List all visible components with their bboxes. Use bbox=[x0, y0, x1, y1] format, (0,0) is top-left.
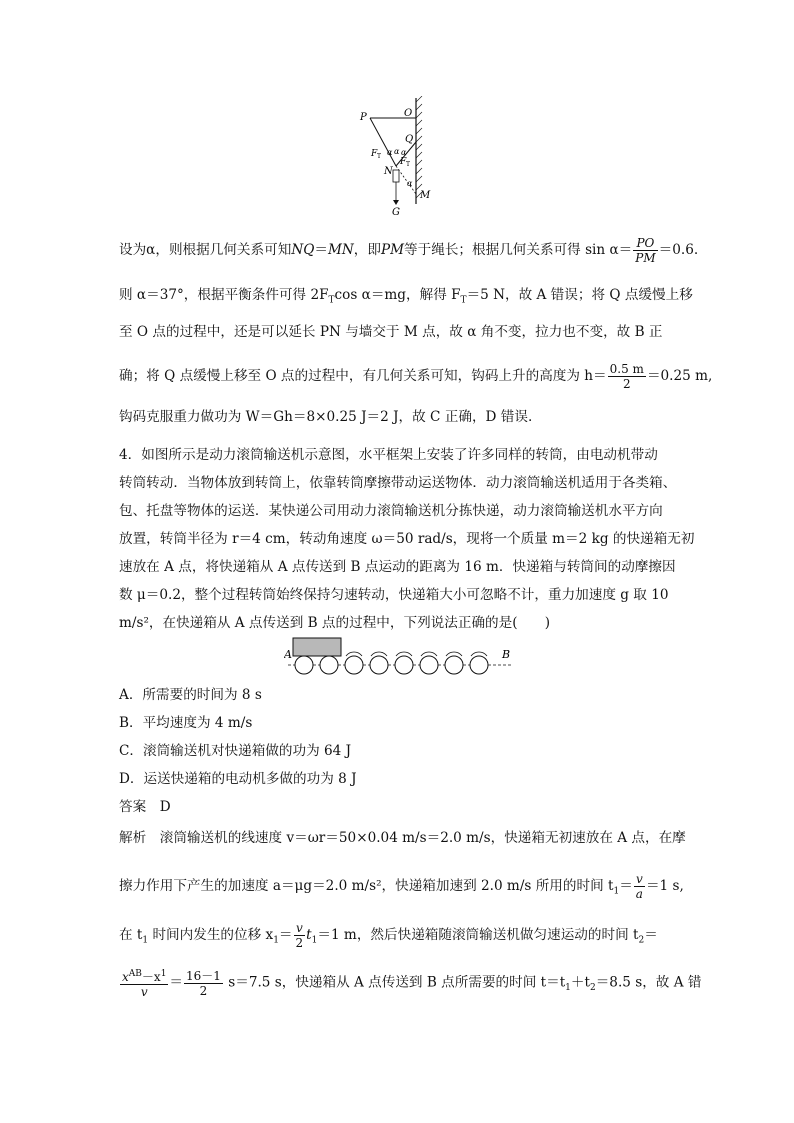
text-span: ＝ bbox=[619, 878, 633, 894]
text-span: ＝ bbox=[169, 974, 184, 991]
subscript: 1 bbox=[565, 983, 571, 994]
text-span: ＋t bbox=[570, 974, 590, 991]
roller bbox=[470, 656, 488, 674]
roller bbox=[345, 656, 363, 674]
fraction-po-pm bbox=[633, 236, 657, 265]
option-d bbox=[119, 770, 357, 788]
label-P: P bbox=[360, 112, 367, 123]
label-Q: Q bbox=[405, 134, 414, 145]
text-span: A．所需要的时间为 8 s bbox=[119, 687, 262, 703]
option-c bbox=[119, 742, 351, 760]
text-span: 转筒转动．当物体放到转筒上，依靠转筒摩擦带动运送物体．动力滚筒输送机适用于各类箱、 bbox=[119, 475, 677, 491]
text-span: x bbox=[122, 970, 129, 984]
label-alpha1: α bbox=[387, 148, 393, 157]
analysis-line4 bbox=[119, 967, 702, 999]
label-N: N bbox=[384, 166, 393, 177]
fraction-numerator: 0.5 m bbox=[609, 362, 644, 376]
text-span: PM bbox=[380, 242, 405, 258]
text-span: ＝1 s, bbox=[645, 878, 684, 894]
q4-para-line1 bbox=[119, 446, 679, 464]
q4-para-line3 bbox=[119, 502, 679, 520]
solution3-line5 bbox=[119, 408, 679, 426]
subscript: 1 bbox=[273, 935, 279, 946]
rotation-arrow bbox=[346, 652, 362, 656]
text-span: 解析 滚筒输送机的线速度 v＝ωr＝50×0.04 m/s＝2.0 m/s，快递箱无初速放在 A 点，在摩 bbox=[119, 830, 686, 846]
analysis-line2 bbox=[119, 872, 684, 901]
roller bbox=[320, 656, 338, 674]
superscript: AB bbox=[128, 969, 142, 979]
solution3-line1 bbox=[119, 236, 699, 265]
fraction-numerator: PO bbox=[633, 236, 657, 251]
text-span: 数 μ＝0.2，整个过程转筒始终保持匀速转动，快递箱大小可忽略不计，重力加速度 g 取 10 bbox=[119, 587, 669, 603]
roller bbox=[295, 656, 313, 674]
text-span: 时间内发生的位移 x bbox=[148, 927, 274, 943]
fraction-numerator: v bbox=[294, 921, 306, 936]
text-span: 钩码克服重力做功为 W＝Gh＝8×0.25 J＝2 J，故 C 正确，D 错误. bbox=[119, 409, 533, 425]
text-span: ＝1 m，然后快递箱随滚筒输送机做匀速运动的时间 t bbox=[317, 927, 639, 943]
label-FT1: F bbox=[371, 149, 378, 159]
gravity-arrowhead bbox=[393, 200, 399, 205]
text-span: C．滚筒输送机对快递箱做的功为 64 J bbox=[119, 743, 352, 759]
text-span: 等于绳长；根据几何关系可得 sin α＝ bbox=[404, 242, 633, 258]
text-span: 包、托盘等物体的运送．某快递公司用动力滚筒输送机分拣快递，动力滚筒输送机水平方向 bbox=[119, 503, 663, 519]
subscript: T bbox=[460, 295, 467, 306]
subscript: 1 bbox=[613, 886, 620, 897]
subscript: 2 bbox=[589, 983, 596, 994]
label-G: G bbox=[392, 207, 400, 218]
text-span: m/s²，在快递箱从 A 点传送到 B 点的过程中，下列说法正确的是( ) bbox=[119, 615, 551, 631]
fraction-denominator: 2 bbox=[295, 936, 304, 950]
q4-para-line5 bbox=[119, 558, 679, 576]
roller-conveyor-figure bbox=[284, 634, 514, 682]
option-b bbox=[119, 714, 252, 732]
subscript: 1 bbox=[311, 935, 318, 946]
text-span: ＝8.5 s，故 A 错 bbox=[595, 974, 702, 991]
label-O: O bbox=[404, 108, 413, 119]
solution3-line3 bbox=[119, 323, 679, 341]
text-span: 则 α＝37°，根据平衡条件可得 2F bbox=[119, 287, 329, 303]
label-FT2: F bbox=[400, 157, 407, 167]
text-span: 速放在 A 点，将快递箱从 A 点传送到 B 点运动的距离为 16 m．快递箱与转筒间的动摩擦因 bbox=[119, 559, 676, 575]
subscript: T bbox=[328, 295, 335, 306]
rotation-arrow bbox=[371, 652, 387, 656]
text-span: 放置，转筒半径为 r＝4 cm，转动角速度 ω＝50 rad/s，现将一个质量 m＝2 kg 的快递箱无初 bbox=[119, 531, 695, 547]
text-span: 答案 D bbox=[119, 799, 171, 815]
text-span: 擦力作用下产生的加速度 a＝μg＝2.0 m/s²，快递箱加速到 2.0 m/s 所用的时间 t bbox=[119, 878, 614, 894]
solution3-line2 bbox=[119, 286, 693, 310]
text-span: ＝0.25 m, bbox=[646, 368, 713, 384]
text-span: ＝ bbox=[278, 927, 293, 943]
roller bbox=[395, 656, 413, 674]
fraction-numerator bbox=[120, 967, 168, 985]
text-span: NQ bbox=[291, 242, 315, 258]
text-span: 4．如图所示是动力滚筒输送机示意图，水平框架上安装了许多同样的转筒，由电动机带动 bbox=[119, 447, 658, 463]
rollers bbox=[295, 656, 488, 674]
text-span: 设为α，则根据几何关系可知 bbox=[119, 242, 292, 258]
label-A: A bbox=[284, 648, 292, 661]
fraction-denominator: PM bbox=[635, 251, 656, 265]
rotation-arrow bbox=[446, 652, 462, 656]
superscript: 1 bbox=[160, 969, 167, 979]
roller bbox=[420, 656, 438, 674]
rotation-arrow bbox=[421, 652, 437, 656]
q4-para-line7 bbox=[119, 614, 679, 632]
label-alpha2: α bbox=[394, 147, 400, 156]
q4-para-line2 bbox=[119, 474, 679, 492]
subscript: 1 bbox=[142, 935, 149, 946]
force-diagram-figure bbox=[350, 96, 450, 220]
roller bbox=[370, 656, 388, 674]
q4-para-line4 bbox=[119, 530, 695, 548]
fraction-denominator: a bbox=[635, 887, 643, 901]
text-span: ＝ bbox=[314, 242, 328, 258]
text-span: D．运送快递箱的电动机多做的功为 8 J bbox=[119, 771, 357, 787]
text-span: －x bbox=[141, 970, 161, 984]
text-span: cos α＝mg，解得 F bbox=[334, 287, 461, 303]
label-B: B bbox=[502, 648, 511, 661]
wall-hatch bbox=[416, 96, 422, 198]
text-span: 至 O 点的过程中，还是可以延长 PN 与墙交于 M 点，故 α 角不变，拉力也不变，故 B 正 bbox=[119, 324, 663, 340]
label-FT2-sub: T bbox=[406, 161, 411, 168]
fraction-v-2 bbox=[294, 921, 306, 950]
fraction-denominator: 2 bbox=[622, 377, 631, 391]
rotation-arrow bbox=[396, 652, 412, 656]
text-span: B．平均速度为 4 m/s bbox=[119, 715, 253, 731]
fraction-height bbox=[608, 362, 646, 391]
fraction-numeric bbox=[184, 969, 223, 998]
analysis-line3 bbox=[119, 921, 679, 950]
roller bbox=[445, 656, 463, 674]
fraction-numerator: 16－1 bbox=[186, 968, 221, 983]
label-alpha4: α bbox=[407, 179, 413, 188]
subscript: 2 bbox=[638, 935, 645, 946]
answer-line bbox=[119, 798, 171, 816]
rotation-arrows bbox=[346, 652, 487, 656]
fraction-denominator: 2 bbox=[199, 983, 208, 998]
fraction-numerator: v bbox=[634, 872, 645, 887]
fraction-distance-time bbox=[120, 967, 168, 999]
q4-para-line6 bbox=[119, 586, 679, 604]
option-a bbox=[119, 686, 262, 704]
text-span: MN bbox=[327, 242, 354, 258]
analysis-line1 bbox=[119, 829, 686, 847]
hook-weight bbox=[393, 170, 399, 182]
solution3-line4 bbox=[119, 362, 713, 391]
rotation-arrow bbox=[471, 652, 487, 656]
text-span: s＝7.5 s，快递箱从 A 点传送到 B 点所需要的时间 t＝t bbox=[223, 974, 566, 991]
fraction-v-a bbox=[634, 872, 645, 901]
fraction-denominator: v bbox=[140, 985, 148, 999]
text-span: 确；将 Q 点缓慢上移至 O 点的过程中，有几何关系可知，钩码上升的高度为 h＝ bbox=[119, 368, 607, 384]
label-alpha3: α bbox=[401, 148, 407, 157]
text-span: ＝0.6. bbox=[658, 242, 699, 258]
text-span: 在 t bbox=[119, 927, 143, 943]
text-span: ＝5 N，故 A 错误；将 Q 点缓慢上移 bbox=[466, 287, 693, 303]
label-M: M bbox=[420, 190, 431, 201]
text-span: t bbox=[306, 927, 312, 943]
express-box bbox=[293, 638, 341, 656]
text-span: ，即 bbox=[353, 242, 381, 258]
text-span: ＝ bbox=[644, 927, 658, 943]
label-FT1-sub: T bbox=[377, 153, 382, 160]
